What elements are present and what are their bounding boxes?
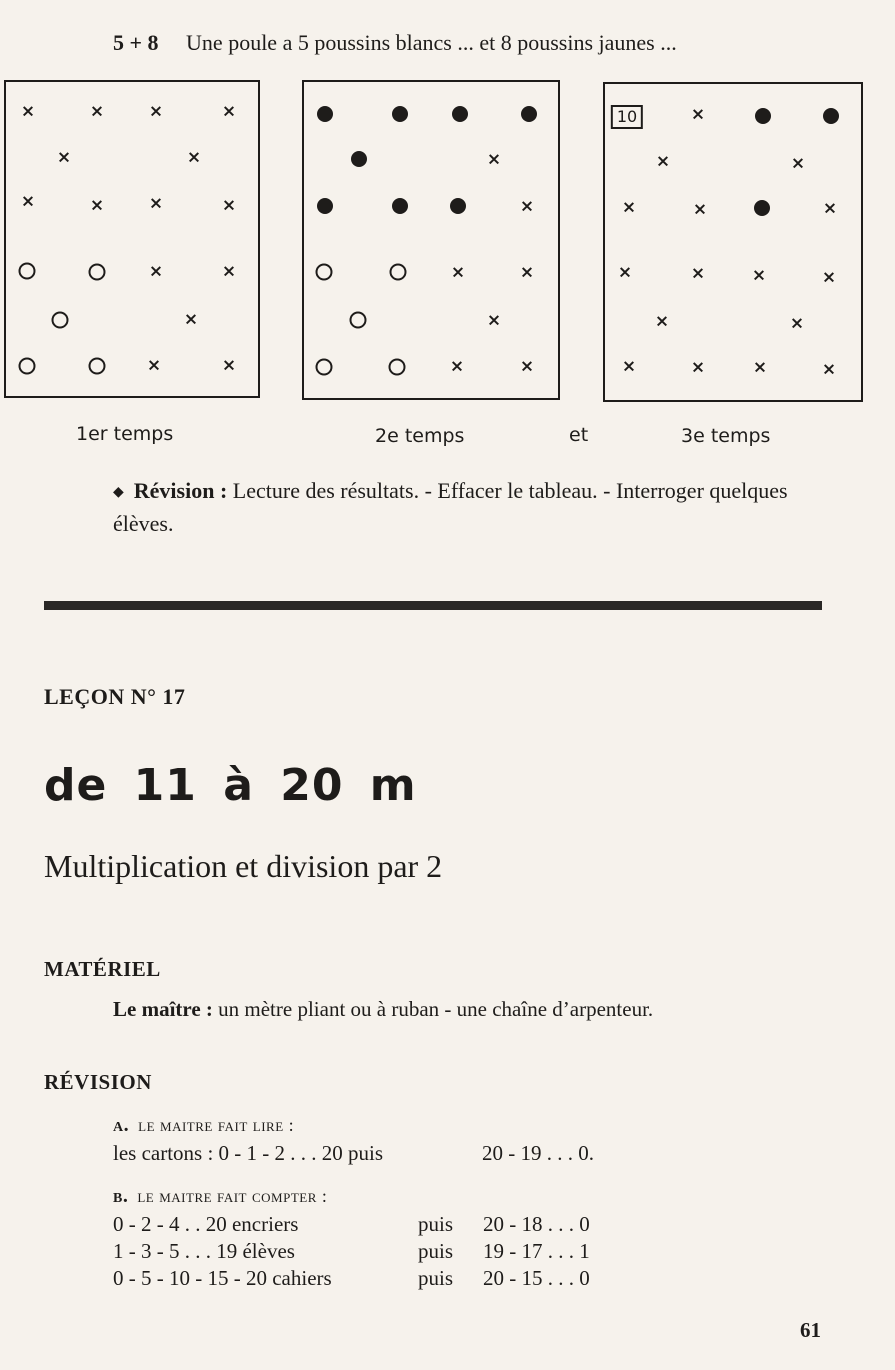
section-divider [44,601,822,610]
count-row-mid: puis [418,1239,454,1263]
caption-1er-temps: 1er temps [76,423,174,445]
materiel-line [113,997,653,1022]
cross-mark: × [655,151,671,172]
revision-item-a-heading [113,1114,294,1137]
cross-mark: × [690,104,706,125]
cross-mark: × [692,199,708,220]
filled-circle [392,198,408,214]
cross-mark: × [146,355,162,376]
revision-note [113,476,833,538]
diamond-bullet-icon: ◆ [113,484,124,500]
filled-circle [755,108,771,124]
filled-circle [351,151,367,167]
equation: 5 + 8 [113,30,159,55]
cross-mark: × [751,265,767,286]
open-circle [89,358,106,375]
cross-mark: × [450,262,466,283]
cross-mark: × [148,101,164,122]
cross-mark: × [148,193,164,214]
exercise-statement [113,30,677,56]
panel-frame [4,80,260,398]
materiel-label: Le maître : [113,997,213,1021]
cross-mark: × [183,309,199,330]
cross-mark: × [186,147,202,168]
count-row-left: 1 - 3 - 5 . . . 19 élèves [113,1239,295,1263]
filled-circle [317,198,333,214]
count-row-right: 20 - 15 . . . 0 [483,1266,590,1290]
cross-mark: × [690,263,706,284]
open-circle [390,264,407,281]
cross-mark: × [221,195,237,216]
count-row-left: 0 - 5 - 10 - 15 - 20 cahiers [113,1266,332,1290]
revision-item-a-line-right: 20 - 19 . . . 0. [482,1141,594,1165]
cross-mark: × [790,153,806,174]
cross-mark: × [221,355,237,376]
item-letter: a. [113,1114,130,1136]
cross-mark: × [621,197,637,218]
cross-mark: × [486,310,502,331]
revision-item-b-heading [113,1185,327,1208]
cross-mark: × [20,101,36,122]
cross-mark: × [56,147,72,168]
filled-circle [823,108,839,124]
item-heading-text: le maitre fait compter : [137,1186,328,1206]
lesson-number: LEÇON N° 17 [44,684,186,709]
cross-mark: × [789,313,805,334]
materiel-text: un mètre pliant ou à ruban - une chaîne d’arpenteur. [218,997,654,1021]
item-heading-text: le maitre fait lire : [138,1115,295,1135]
filled-circle [754,200,770,216]
lesson-subtitle: Multiplication et division par 2 [44,848,443,884]
cross-mark: × [449,356,465,377]
panel-2e-temps [302,80,560,400]
open-circle [389,359,406,376]
filled-circle [521,106,537,122]
materiel-heading: MATÉRIEL [44,957,161,981]
count-row-mid: puis [418,1212,454,1236]
revision-note-label: Révision : [133,478,228,503]
panel-frame [302,80,560,400]
open-circle [316,359,333,376]
filled-circle [392,106,408,122]
count-row-mid: puis [418,1266,454,1290]
caption-connector: et [569,424,589,446]
cross-mark: × [617,262,633,283]
cross-mark: × [654,311,670,332]
revision-item-a-line-left: les cartons : 0 - 1 - 2 . . . 20 puis [113,1141,384,1165]
panel-3e-temps [603,82,863,402]
boxed-number: 10 [611,105,643,129]
cross-mark: × [690,357,706,378]
open-circle [89,264,106,281]
lesson-title: de 11 à 20 m [44,760,417,811]
cross-mark: × [221,261,237,282]
cross-mark: × [519,262,535,283]
filled-circle [317,106,333,122]
cross-mark: × [821,359,837,380]
cross-mark: × [752,357,768,378]
cross-mark: × [821,267,837,288]
filled-circle [452,106,468,122]
panel-1er-temps [4,80,260,398]
open-circle [350,312,367,329]
open-circle [316,264,333,281]
statement-text: Une poule a 5 poussins blancs ... et 8 poussins jaunes ... [186,30,677,55]
cross-mark: × [621,356,637,377]
page-number: 61 [800,1318,821,1342]
panel-frame [603,82,863,402]
cross-mark: × [89,101,105,122]
cross-mark: × [221,101,237,122]
revision-heading: RÉVISION [44,1070,152,1094]
cross-mark: × [486,149,502,170]
filled-circle [450,198,466,214]
open-circle [19,263,36,280]
open-circle [52,312,69,329]
caption-2e-temps: 2e temps [375,425,465,447]
cross-mark: × [20,191,36,212]
cross-mark: × [148,261,164,282]
count-row-right: 19 - 17 . . . 1 [483,1239,590,1263]
open-circle [19,358,36,375]
count-row-left: 0 - 2 - 4 . . 20 encriers [113,1212,299,1236]
revision-note-text: Lecture des résultats. - Effacer le tableau. - Interroger quelques élèves. [113,478,788,536]
caption-3e-temps: 3e temps [681,425,771,447]
cross-mark: × [519,196,535,217]
cross-mark: × [519,356,535,377]
cross-mark: × [89,195,105,216]
item-letter: b. [113,1185,129,1207]
count-row-right: 20 - 18 . . . 0 [483,1212,590,1236]
cross-mark: × [822,198,838,219]
